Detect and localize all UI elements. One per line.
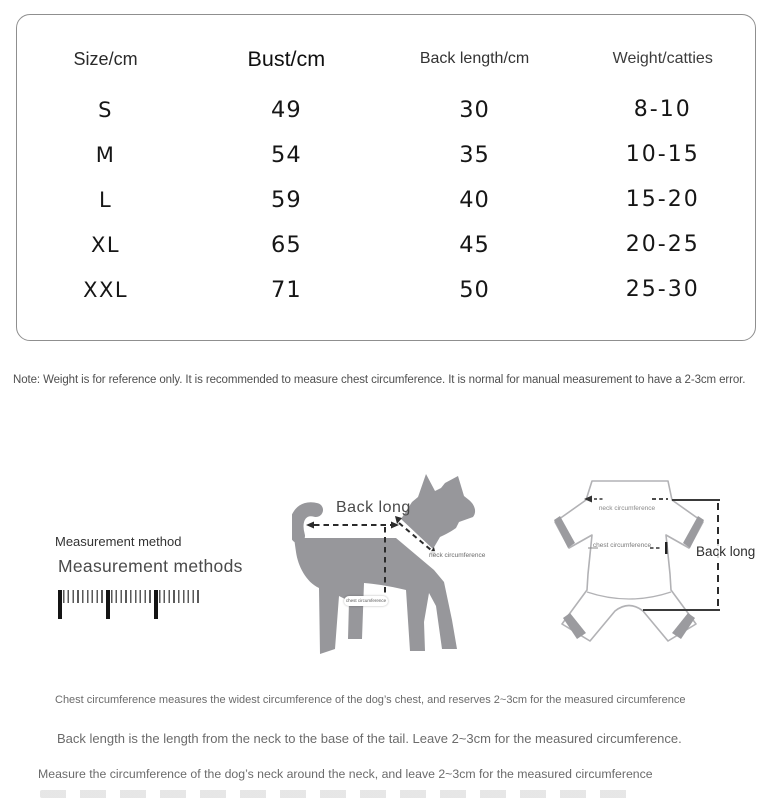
ruler-graphic <box>58 590 200 620</box>
ruler-major-tick <box>106 590 110 619</box>
col-header-back-length: Back length/cm <box>419 50 530 67</box>
note-text: Note: Weight is for reference only. It is recommended to measure chest circumference. It is normal for manual measurement to have a 2-3cm error. <box>13 374 746 386</box>
dog-silhouette-diagram <box>292 470 482 655</box>
garment-outline-diagram <box>548 478 748 646</box>
cropped-text-remnant <box>40 790 630 798</box>
size-value: XL <box>91 232 121 257</box>
instruction-back: Back length is the length from the neck to the base of the tail. Leave 2~3cm for the measured circumference. <box>57 731 682 746</box>
weight-value: 10-15 <box>625 142 700 167</box>
dog-back-length-label: Back long <box>336 499 411 516</box>
bust-value: 54 <box>271 141 302 168</box>
col-header-bust: Bust/cm <box>247 46 326 71</box>
size-value: M <box>95 142 116 167</box>
arrowhead-neck-top <box>395 516 402 524</box>
bust-value: 49 <box>271 96 302 123</box>
instruction-chest: Chest circumference measures the widest circumference of the dog’s chest, and reserves 2~3cm for the measured circumference <box>55 694 686 706</box>
table-row <box>17 267 755 312</box>
table-header-row <box>17 31 755 87</box>
back-length-value: 45 <box>459 231 490 258</box>
size-value: L <box>98 187 113 212</box>
arrowhead-left <box>306 522 314 529</box>
table-row <box>17 222 755 267</box>
bust-value: 59 <box>271 186 302 213</box>
garment-back-length-label: Back long <box>696 544 756 559</box>
back-length-value: 30 <box>459 96 490 123</box>
bust-value: 65 <box>271 231 302 258</box>
table-row <box>17 132 755 177</box>
table-row <box>17 87 755 132</box>
size-chart-table <box>16 14 756 341</box>
back-length-value: 50 <box>459 276 490 303</box>
measurement-method-label: Measurement method <box>55 534 182 549</box>
dog-head-shape <box>401 474 475 549</box>
size-value: XXL <box>83 277 129 302</box>
instruction-neck: Measure the circumference of the dog’s neck around the neck, and leave 2~3cm for the measured circumference <box>38 767 653 781</box>
table-row <box>17 177 755 222</box>
weight-value: 25-30 <box>625 277 700 302</box>
garment-neck-circumference-label: neck circumference <box>598 505 656 512</box>
back-length-value: 40 <box>459 186 490 213</box>
weight-value: 20-25 <box>625 232 700 257</box>
size-value: S <box>98 97 113 122</box>
back-length-value: 35 <box>459 141 490 168</box>
chest-end-tick <box>665 542 668 554</box>
col-header-size: Size/cm <box>73 48 138 69</box>
dog-neck-circumference-label: neck circumference <box>429 552 486 559</box>
garment-chest-circumference-label: chest circumference <box>592 542 652 549</box>
bust-value: 71 <box>271 276 302 303</box>
ruler-minor-ticks <box>58 590 200 603</box>
weight-value: 15-20 <box>625 187 700 212</box>
weight-value: 8-10 <box>633 97 692 122</box>
ruler-major-tick <box>58 590 62 619</box>
ruler-major-tick <box>154 590 158 619</box>
col-header-weight: Weight/catties <box>612 50 713 67</box>
measurement-methods-title: Measurement methods <box>58 556 243 576</box>
dog-chest-circumference-label: chest circumference <box>344 596 388 606</box>
